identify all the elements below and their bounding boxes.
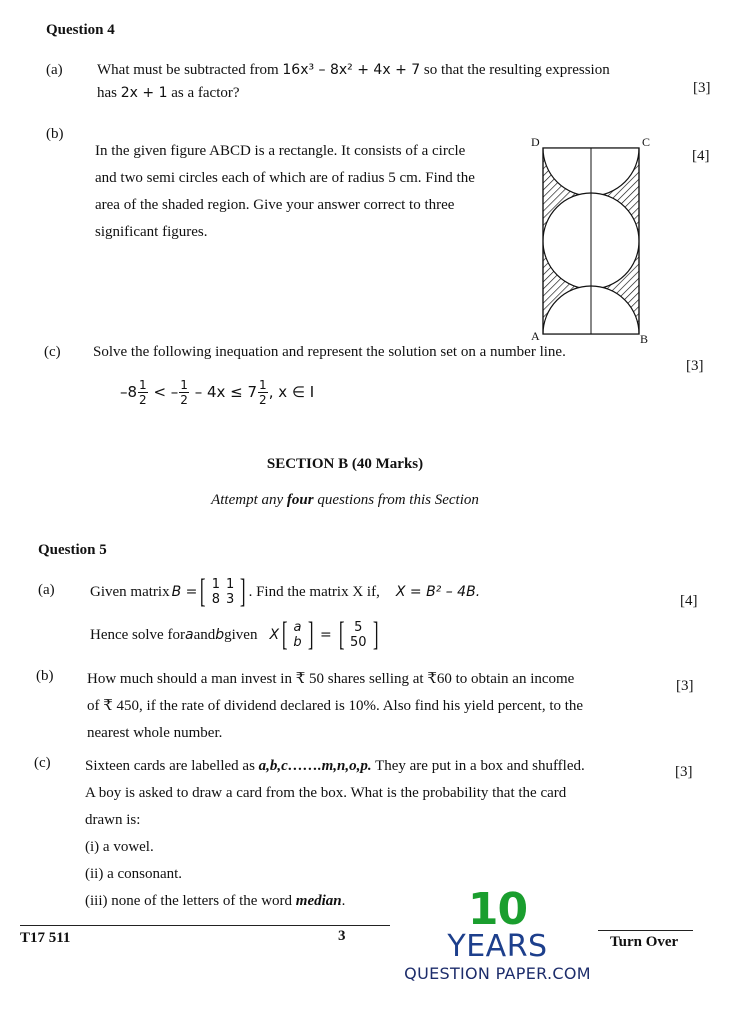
figure-label-b: B [640, 332, 649, 346]
q5b-marks: [3] [676, 678, 694, 694]
q5c-marks: [3] [675, 764, 693, 780]
q4a-label: (a) [46, 62, 63, 78]
section-b-instruction: Attempt any four questions from this Section [211, 492, 479, 508]
q5c-label: (c) [34, 755, 51, 771]
q4a-text: What must be subtracted from 16x³ – 8x² + 4x + 7 so that the resulting expression has 2x + 1 as a factor? [97, 62, 610, 101]
q5b-label: (b) [36, 668, 54, 684]
q4b-text: In the given figure ABCD is a rectangle. It consists of a circle and two semi circles each of which are of radius 5 cm. Find the area of the shaded region. Give your answer correct to three significant figures. [95, 143, 475, 240]
q5a-marks: [4] [680, 593, 698, 609]
rectangle-circles-figure [528, 134, 658, 346]
footer-rule-left [20, 925, 390, 926]
q4c-text: Solve the following inequation and represent the solution set on a number line. [93, 344, 566, 360]
q5a-label: (a) [38, 582, 55, 598]
figure-label-d: D [531, 135, 540, 149]
q5c-text: Sixteen cards are labelled as a,b,c…….m,n,o,p. They are put in a box and shuffled. A boy is asked to draw a card from the box. What is the probability that the card drawn is: (i) a vowel. (ii) a consonant. (iii) none of the letters of the word median. [85, 758, 585, 909]
q5b-text: How much should a man invest in ₹ 50 shares selling at ₹60 to obtain an income of ₹ 450, if the rate of dividend declared is 10%. Also find his yield percent, to the nearest whole number. [87, 671, 584, 741]
q4b-label: (b) [46, 126, 64, 142]
q4c-inequation: –8 $\frac{1}{2}$ < – $\frac{1}{2}$ – 4x ≤ 7 $\frac{1}{2}$ , x ∈ I [120, 378, 315, 407]
footer-turn-over: Turn Over [610, 934, 679, 950]
question-5-title: Question 5 [38, 542, 107, 558]
q4c-label: (c) [44, 344, 61, 360]
matrix-b: [ 1 8 1 3 ] [200, 573, 246, 610]
q4b-marks: [4] [692, 148, 710, 164]
footer-code: T17 511 [20, 930, 71, 946]
figure-label-c: C [642, 135, 651, 149]
q4a-factor: 2x + 1 [120, 85, 168, 101]
q5c-letters: a,b,c…….m,n,o,p. [258, 758, 372, 774]
question-4-title: Question 4 [46, 22, 115, 38]
logo-number: 10 [467, 884, 528, 935]
figure-label-a: A [531, 329, 540, 343]
site-logo [395, 884, 600, 984]
footer-page-number: 3 [338, 928, 346, 944]
q5a-line1: Given matrix B = [ 1 8 1 3 ] . Find the matrix X if, X = B² – 4B. [90, 573, 481, 610]
logo-site: QUESTION PAPER.COM [404, 964, 591, 983]
q4a-marks: [3] [693, 80, 711, 96]
footer-rule-right [598, 930, 693, 931]
q4a-polynomial: 16x³ – 8x² + 4x + 7 [282, 62, 421, 78]
logo-years: YEARS [447, 929, 548, 964]
section-b-title: SECTION B (40 Marks) [266, 456, 424, 472]
q5a-line2: Hence solve for a and b given X [ a b ] = [ 5 50 ] [90, 616, 379, 653]
q4c-marks: [3] [686, 358, 704, 374]
